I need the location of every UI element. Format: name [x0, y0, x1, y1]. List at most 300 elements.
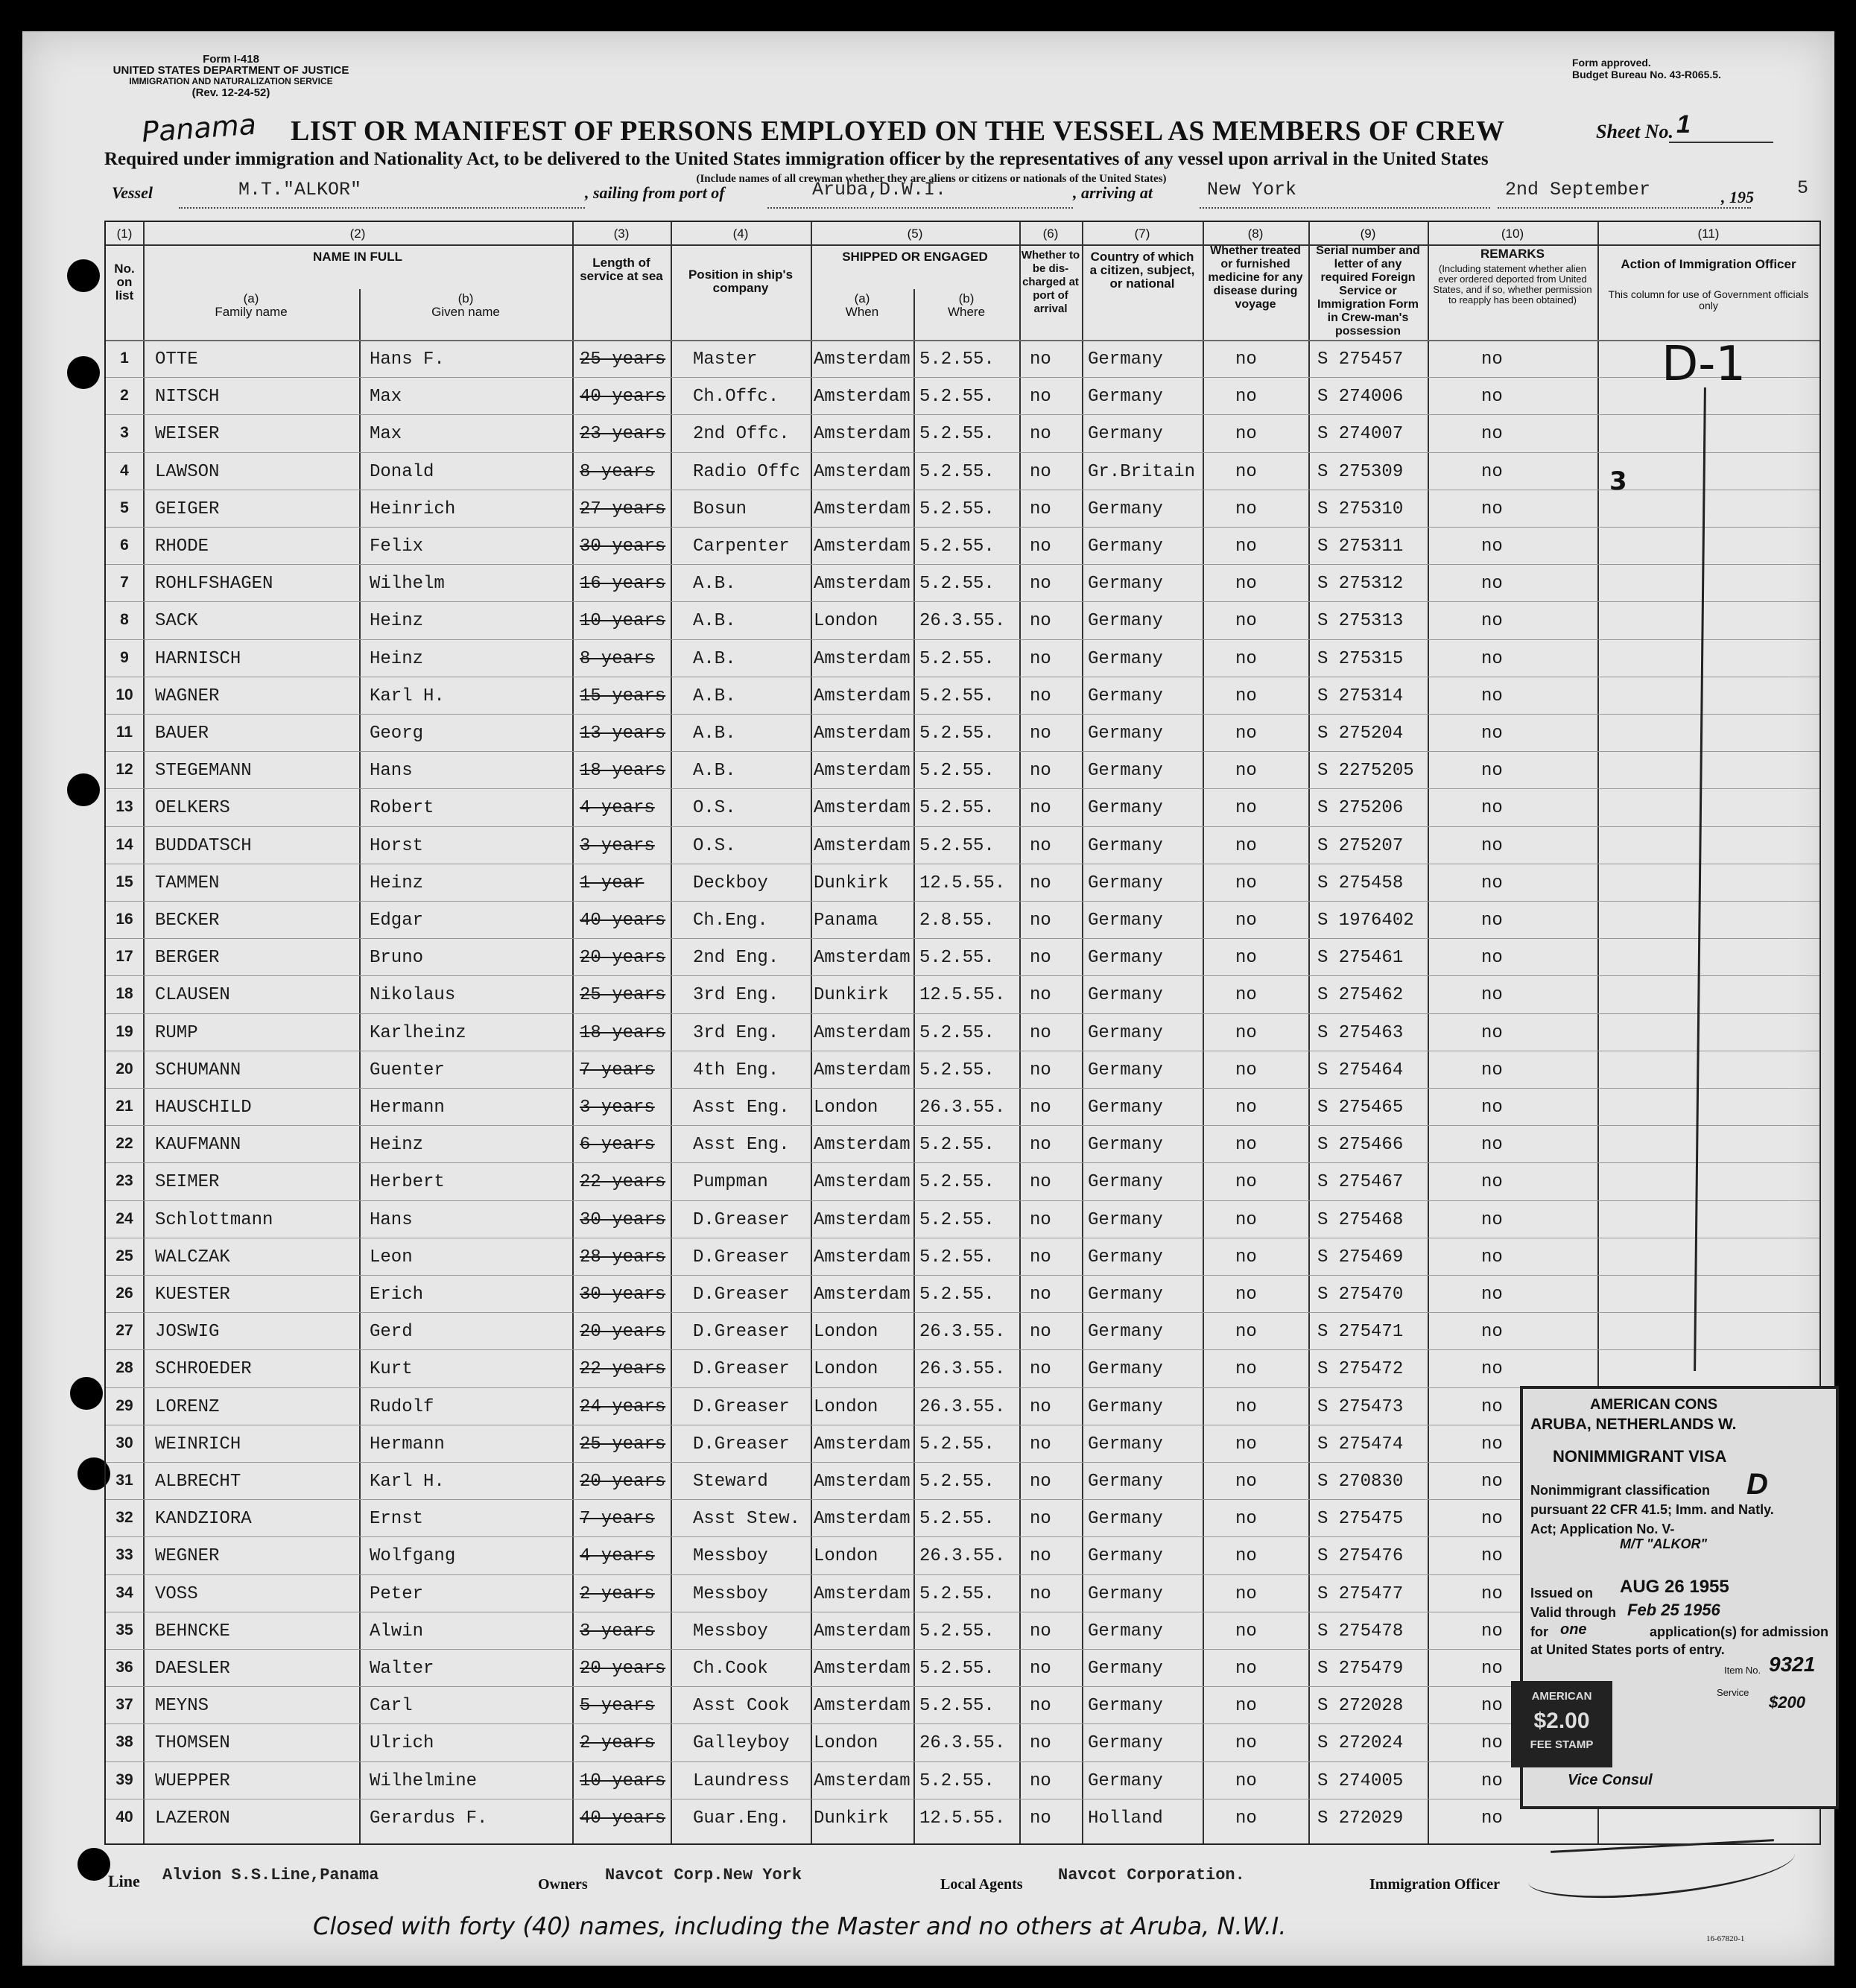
cell-serial: S 275468: [1317, 1209, 1404, 1230]
closing-statement: Closed with forty (40) names, including the Master and no others at Aruba, N.W.I.: [313, 1912, 1287, 1940]
cell-treated: no: [1235, 1434, 1257, 1454]
cell-disch: no: [1030, 686, 1051, 706]
cell-remarks: no: [1481, 424, 1503, 445]
cell-disch: no: [1030, 835, 1051, 856]
cell-no: 16: [115, 911, 133, 928]
cell-no: 6: [120, 536, 129, 554]
punch-hole: [77, 1848, 110, 1881]
cell-when: Amsterdam: [814, 724, 910, 744]
crew-table: (1) (2) (3) (4) (5) (6) (7) (8) (9) (10) (11) No. on list NAME IN FULL (a) Family name (b) Given name Length of service at sea Position in ship's company SHIPPED OR ENGAGED (a) When (b) Where Whether to be dis-charged at port of arrival Country of which a citizen, subject, or national Whether treated or furnished medicine for any disease during voyage Serial number and letter of any required Foreign Service or Immigration Form in Crew-man's possession REMARKS (Including statement whether alien ever ordered deported from United States, and if so, whether permission to reapply has been obtained) Action of Immigration Officer This column for use of Government officials only 1 OTTE Hans F. 25 years Master Amsterdam 5.2.55. no Germany no S 275457 no 2 NITSCH Max 40 years Ch.Offc. Amsterdam 5.2.55. no Germany no S 274006 no 3 WEISER Max 23 years 2nd Offc. Amsterdam 5.2.55. no Germany no S 274007 no 4 LAWSON Donald 8 years Radio Offc Amsterdam 5.2.55. no Gr.Britain no S 275309 no 5 GEIGER Heinrich 27 years Bosun Amsterdam 5.2.55. no Germany no S 275310 no 6 RHODE Felix 30 years Carpenter Amsterdam 5.2.55. no Germany no S 275311 no 7 ROHLFSHAGEN Wilhelm 16 years A.B. Amsterdam 5.2.55. no Germany no S 275312 no 8 SACK Heinz 10 years A.B. London 26.3.55. no Germany no S 275313 no 9 HARNISCH Heinz 8 years A.B. Amsterdam 5.2.55. no Germany no S 275315 no 10 WAGNER Karl H. 15 years A.B. Amsterdam 5.2.55. no Germany no S 275314 no 11 BAUER Georg 13 years A.B. Amsterdam 5.2.55. no Germany no S 275204 no 12 STEGEMANN Hans 18 years A.B. Amsterdam 5.2.55. no Germany no S 2275205 no 13 OELKERS Robert 4 years O.S. Amsterdam 5.2.55. no Germany no S 275206 no 14 BUDDATSCH Horst 3 years O.S. Amsterdam 5.2.55. no Germany no S 275207 no 15 TAMMEN Heinz 1 year Deckboy Dunkirk 12.5.55. no Germany no S 275458 no 16 BECKER Edgar 40 years Ch.Eng. Panama 2.8.55. no Germany no S 1976402 no 17 BERGER Bruno 20 years 2nd Eng. Amsterdam 5.2.55. no Germany no S 275461 no 18 CLAUSEN Nikolaus 25 years 3rd Eng. Dunkirk 12.5.55. no Germany no S 275462 no 19 RUMP Karlheinz 18 years 3rd Eng. Amsterdam 5.2.55. no Germany no S 275463 no 20 SCHUMANN Guenter 7 years 4th Eng. Amsterdam 5.2.55. no Germany no S 275464 no 21 HAUSCHILD Hermann 3 years Asst Eng. London 26.3.55. no Germany no S 275465 no 22 KAUFMANN Heinz 6 years Asst Eng. Amsterdam 5.2.55. no Germany no S 275466 no 23 SEIMER Herbert 22 years Pumpman Amsterdam 5.2.55. no Germany no S 275467 no 24 Schlottmann Hans 30 years D.Greaser Amsterdam 5.2.55. no Germany no S 275468 no 25 WALCZAK Leon 28 years D.Greaser Amsterdam 5.2.55. no Germany no S 275469 no 26 KUESTER Erich 30 years D.Greaser Amsterdam 5.2.55. no Germany no S 275470 no 27 JOSWIG Gerd 20 years D.Greaser London 26.3.55. no Germany no S 275471 no 28 SCHROEDER Kurt 22 years D.Greaser London 26.3.55. no Germany no S 275472 no 29 LORENZ Rudolf 24 years D.Greaser London 26.3.55. no Germany no S 275473 no 30 WEINRICH Hermann 25 years D.Greaser Amsterdam 5.2.55. no Germany no S 275474 no 31 ALBRECHT Karl H. 20 years Steward Amsterdam 5.2.55. no Germany no S 270830 no 32 KANDZIORA Ernst 7 years Asst Stew. Amsterdam 5.2.55. no Germany no S 275475 no 33 WEGNER Wolfgang 4 years Messboy London 26.3.55. no Germany no S 275476 no 34 VOSS Peter 2 years Messboy Amsterdam 5.2.55. no Germany no S 275477 no 35 BEHNCKE Alwin 3 years Messboy Amsterdam 5.2.55. no Germany no S 275478 no 36 DAESLER Walter 20 years Ch.Cook Amsterdam 5.2.55. no Germany no S 275479 no 37 MEYNS Carl 5 years Asst Cook Amsterdam 5.2.55. no Germany no S 272028 no 38 THOMSEN Ulrich 2 years Galleyboy London 26.3.55. no Germany no S 272024 no 39 WUEPPER Wilhelmine 10 years Laundress Amsterdam 5.2.55. no Germany no S 274005 no 40 LAZERON Gerardus F. 40 years Guar.Eng. Dunkirk 12.5.55. no Holland no S 272029 no: [104, 221, 1821, 1845]
cell-length: 4 years: [580, 1546, 655, 1567]
cell-given: Peter: [370, 1583, 424, 1604]
cell-where: 5.2.55.: [919, 798, 995, 819]
cell-no: 25: [115, 1247, 133, 1264]
cell-disch: no: [1030, 1060, 1051, 1080]
cell-length: 20 years: [580, 1472, 666, 1492]
table-row: [106, 826, 1819, 864]
cell-length: 40 years: [580, 1808, 666, 1829]
cell-treated: no: [1235, 873, 1257, 893]
cell-where: 5.2.55.: [919, 1022, 995, 1043]
cell-family: TAMMEN: [155, 873, 220, 893]
cell-remarks: no: [1481, 498, 1503, 519]
cell-treated: no: [1235, 1135, 1257, 1156]
cell-no: 32: [115, 1509, 133, 1527]
cell-no: 35: [115, 1621, 133, 1639]
cell-serial: S 275473: [1317, 1396, 1404, 1417]
cell-treated: no: [1235, 1733, 1257, 1754]
cell-country: Germany: [1088, 835, 1163, 856]
cell-country: Germany: [1088, 761, 1163, 782]
cell-given: Karl H.: [370, 686, 445, 706]
cell-given: Bruno: [370, 948, 424, 969]
cell-when: Panama: [814, 911, 878, 931]
cell-disch: no: [1030, 1808, 1051, 1829]
cell-length: 30 years: [580, 1285, 666, 1305]
cell-family: GEIGER: [155, 498, 220, 519]
cell-position: Ch.Offc.: [693, 387, 779, 408]
table-row: [106, 1200, 1819, 1238]
cell-position: Pumpman: [693, 1172, 768, 1193]
handwritten-3: 3: [1609, 466, 1627, 496]
cell-where: 5.2.55.: [919, 686, 995, 706]
cell-position: D.Greaser: [693, 1247, 790, 1267]
cell-position: Ch.Eng.: [693, 911, 768, 931]
cell-remarks: no: [1481, 948, 1503, 969]
cell-family: THOMSEN: [155, 1733, 230, 1754]
table-row: [106, 1125, 1819, 1163]
cell-position: 3rd Eng.: [693, 1022, 779, 1043]
cell-serial: S 275207: [1317, 835, 1404, 856]
cell-family: OELKERS: [155, 798, 230, 819]
cell-treated: no: [1235, 1172, 1257, 1193]
cell-given: Heinz: [370, 1135, 424, 1156]
cell-length: 25 years: [580, 985, 666, 1006]
cell-position: Messboy: [693, 1546, 768, 1567]
cell-treated: no: [1235, 761, 1257, 782]
cell-position: Deckboy: [693, 873, 768, 893]
cell-when: London: [814, 1322, 878, 1343]
cell-length: 8 years: [580, 461, 655, 482]
cell-length: 25 years: [580, 1434, 666, 1454]
cell-where: 5.2.55.: [919, 1621, 995, 1642]
table-row: [106, 1312, 1819, 1350]
table-row: [106, 788, 1819, 826]
table-row: [106, 751, 1819, 789]
cell-disch: no: [1030, 1209, 1051, 1230]
cell-where: 5.2.55.: [919, 724, 995, 744]
sheet-label: Sheet No.: [1596, 121, 1673, 142]
form-issuer: [82, 54, 380, 98]
cell-where: 12.5.55.: [919, 985, 1006, 1006]
cell-no: 28: [115, 1359, 133, 1377]
table-row: [106, 527, 1819, 565]
cell-disch: no: [1030, 798, 1051, 819]
cell-no: 14: [115, 835, 133, 853]
header-shipped: SHIPPED OR ENGAGED: [842, 250, 988, 264]
cell-serial: S 275471: [1317, 1322, 1404, 1343]
cell-length: 20 years: [580, 1659, 666, 1679]
cell-family: WALCZAK: [155, 1247, 230, 1267]
cell-serial: S 272028: [1317, 1696, 1404, 1717]
cell-remarks: no: [1481, 911, 1503, 931]
cell-when: Amsterdam: [814, 536, 910, 557]
cell-treated: no: [1235, 1359, 1257, 1380]
cell-given: Robert: [370, 798, 434, 819]
cell-position: A.B.: [693, 648, 736, 669]
cell-serial: S 275458: [1317, 873, 1404, 893]
cell-remarks: no: [1481, 686, 1503, 706]
cell-country: Germany: [1088, 611, 1163, 632]
cell-treated: no: [1235, 1770, 1257, 1791]
cell-given: Heinrich: [370, 498, 456, 519]
cell-family: LAZERON: [155, 1808, 230, 1829]
cell-given: Ulrich: [370, 1733, 434, 1754]
cell-country: Germany: [1088, 648, 1163, 669]
cell-serial: S 275314: [1317, 686, 1404, 706]
cell-country: Germany: [1088, 1621, 1163, 1642]
cell-no: 23: [115, 1172, 133, 1190]
cell-country: Germany: [1088, 985, 1163, 1006]
cell-when: Amsterdam: [814, 1022, 910, 1043]
cell-no: 19: [115, 1022, 133, 1040]
punch-hole: [67, 773, 100, 806]
cell-serial: S 275470: [1317, 1285, 1404, 1305]
cell-disch: no: [1030, 536, 1051, 557]
cell-treated: no: [1235, 798, 1257, 819]
table-row: [106, 1238, 1819, 1276]
cell-position: O.S.: [693, 835, 736, 856]
cell-position: A.B.: [693, 761, 736, 782]
cell-serial: S 275474: [1317, 1434, 1404, 1454]
cell-position: Asst Stew.: [693, 1509, 801, 1530]
cell-where: 5.2.55.: [919, 424, 995, 445]
cell-position: A.B.: [693, 686, 736, 706]
arrival-date: 2nd September: [1505, 179, 1651, 200]
header-action-note: This column for use of Government officials only: [1608, 288, 1809, 311]
cell-country: Germany: [1088, 1098, 1163, 1118]
cell-where: 5.2.55.: [919, 349, 995, 370]
cell-position: Guar.Eng.: [693, 1808, 790, 1829]
cell-country: Germany: [1088, 948, 1163, 969]
cell-country: Holland: [1088, 1808, 1163, 1829]
cell-given: Alwin: [370, 1621, 424, 1642]
cell-position: D.Greaser: [693, 1322, 790, 1343]
cell-treated: no: [1235, 1322, 1257, 1343]
cell-length: 20 years: [580, 948, 666, 969]
form-number: Form I-418: [203, 53, 259, 66]
cell-when: Dunkirk: [814, 873, 889, 893]
cell-given: Heinz: [370, 611, 424, 632]
cell-where: 26.3.55.: [919, 1396, 1006, 1417]
cell-family: WEISER: [155, 424, 220, 445]
port-of-sailing: Aruba,D.W.I.: [812, 179, 947, 200]
cell-when: Amsterdam: [814, 349, 910, 370]
cell-no: 13: [115, 798, 133, 816]
cell-treated: no: [1235, 1659, 1257, 1679]
cell-disch: no: [1030, 1770, 1051, 1791]
cell-treated: no: [1235, 1396, 1257, 1417]
cell-serial: S 274006: [1317, 387, 1404, 408]
cell-serial: S 275472: [1317, 1359, 1404, 1380]
cell-where: 5.2.55.: [919, 1135, 995, 1156]
cell-family: HAUSCHILD: [155, 1098, 252, 1118]
table-row: [106, 601, 1819, 639]
cell-when: Amsterdam: [814, 574, 910, 595]
cell-no: 5: [120, 498, 129, 516]
cell-given: Hans: [370, 761, 413, 782]
cell-treated: no: [1235, 1060, 1257, 1080]
cell-country: Germany: [1088, 911, 1163, 931]
cell-when: London: [814, 1098, 878, 1118]
cell-where: 5.2.55.: [919, 1172, 995, 1193]
cell-country: Germany: [1088, 1359, 1163, 1380]
cell-country: Germany: [1088, 1022, 1163, 1043]
cell-where: 5.2.55.: [919, 574, 995, 595]
cell-where: 5.2.55.: [919, 1060, 995, 1080]
handwritten-d1: D-1: [1662, 337, 1746, 392]
cell-where: 5.2.55.: [919, 1472, 995, 1492]
visa-stamp: AMERICAN CONS ARUBA, NETHERLANDS W. NONIMMIGRANT VISA Nonimmigrant classification D pursuant 22 CFR 41.5; Imm. and Natly. Act; Application No. V- M/T "ALKOR" Issued on AUG 26 1955 Valid through Feb 25 1956 for one application(s) for admission at United States ports of entry. Item No. 9321 Service $200 Vice Consul: [1520, 1386, 1839, 1809]
cell-where: 2.8.55.: [919, 911, 995, 931]
cell-given: Max: [370, 424, 402, 445]
cell-disch: no: [1030, 611, 1051, 632]
form-approval: [1572, 57, 1788, 80]
sheet-underline: [1669, 142, 1773, 143]
cell-serial: S 275479: [1317, 1659, 1404, 1679]
cell-serial: S 275310: [1317, 498, 1404, 519]
cell-treated: no: [1235, 1509, 1257, 1530]
header-action: Action of Immigration Officer: [1621, 257, 1796, 271]
cell-position: D.Greaser: [693, 1209, 790, 1230]
cell-remarks: no: [1481, 1247, 1503, 1267]
cell-no: 31: [115, 1472, 133, 1489]
cell-when: Amsterdam: [814, 948, 910, 969]
cell-where: 26.3.55.: [919, 1359, 1006, 1380]
cell-disch: no: [1030, 349, 1051, 370]
cell-country: Germany: [1088, 1060, 1163, 1080]
cell-when: Amsterdam: [814, 798, 910, 819]
cell-family: MEYNS: [155, 1696, 209, 1717]
cell-family: HARNISCH: [155, 648, 241, 669]
cell-where: 5.2.55.: [919, 1583, 995, 1604]
cell-no: 17: [115, 948, 133, 966]
cell-family: ALBRECHT: [155, 1472, 241, 1492]
cell-remarks: no: [1481, 387, 1503, 408]
cell-family: KANDZIORA: [155, 1509, 252, 1530]
cell-position: D.Greaser: [693, 1285, 790, 1305]
cell-remarks: no: [1481, 1808, 1503, 1829]
cell-treated: no: [1235, 1098, 1257, 1118]
cell-length: 7 years: [580, 1509, 655, 1530]
cell-given: Felix: [370, 536, 424, 557]
cell-serial: S 275457: [1317, 349, 1404, 370]
cell-no: 15: [115, 873, 133, 890]
header-where: Where: [947, 305, 986, 319]
header-when: When: [845, 305, 879, 319]
cell-treated: no: [1235, 911, 1257, 931]
cell-when: Amsterdam: [814, 387, 910, 408]
cell-serial: S 275466: [1317, 1135, 1404, 1156]
table-row: [106, 901, 1819, 939]
cell-when: London: [814, 1546, 878, 1567]
cell-when: Amsterdam: [814, 1172, 910, 1193]
cell-country: Germany: [1088, 1472, 1163, 1492]
cell-country: Germany: [1088, 536, 1163, 557]
cell-disch: no: [1030, 1472, 1051, 1492]
cell-treated: no: [1235, 835, 1257, 856]
cell-no: 38: [115, 1733, 133, 1751]
cell-country: Germany: [1088, 1546, 1163, 1567]
cell-disch: no: [1030, 873, 1051, 893]
cell-treated: no: [1235, 1696, 1257, 1717]
cell-serial: S 275476: [1317, 1546, 1404, 1567]
cell-when: Amsterdam: [814, 1583, 910, 1604]
cell-position: Asst Cook: [693, 1696, 790, 1717]
fee-stamp: AMERICAN $2.00 FEE STAMP: [1511, 1681, 1612, 1767]
cell-position: Master: [693, 349, 758, 370]
cell-country: Germany: [1088, 724, 1163, 744]
cell-no: 33: [115, 1546, 133, 1564]
cell-given: Guenter: [370, 1060, 445, 1080]
cell-family: CLAUSEN: [155, 985, 230, 1006]
cell-no: 39: [115, 1770, 133, 1788]
cell-disch: no: [1030, 1434, 1051, 1454]
cell-treated: no: [1235, 1808, 1257, 1829]
cell-remarks: no: [1481, 1472, 1503, 1492]
cell-when: Amsterdam: [814, 1434, 910, 1454]
cell-serial: S 1976402: [1317, 911, 1414, 931]
cell-treated: no: [1235, 349, 1257, 370]
cell-no: 2: [120, 387, 129, 405]
cell-when: Amsterdam: [814, 761, 910, 782]
cell-when: Amsterdam: [814, 1659, 910, 1679]
cell-where: 5.2.55.: [919, 1209, 995, 1230]
cell-given: Walter: [370, 1659, 434, 1679]
cell-country: Germany: [1088, 574, 1163, 595]
cell-remarks: no: [1481, 873, 1503, 893]
cell-disch: no: [1030, 648, 1051, 669]
cell-country: Germany: [1088, 1247, 1163, 1267]
cell-remarks: no: [1481, 461, 1503, 482]
cell-length: 18 years: [580, 761, 666, 782]
cell-serial: S 275462: [1317, 985, 1404, 1006]
cell-treated: no: [1235, 686, 1257, 706]
cell-where: 5.2.55.: [919, 1285, 995, 1305]
cell-length: 23 years: [580, 424, 666, 445]
vessel-name: M.T."ALKOR": [238, 179, 362, 200]
cell-remarks: no: [1481, 1172, 1503, 1193]
header-remarks-note: (Including statement whether alien ever ordered deported from United States, and if so, whether permission to reapply has been obtained): [1433, 263, 1592, 306]
cell-disch: no: [1030, 498, 1051, 519]
cell-position: Messboy: [693, 1583, 768, 1604]
cell-length: 28 years: [580, 1247, 666, 1267]
cell-serial: S 2275205: [1317, 761, 1414, 782]
cell-no: 4: [120, 461, 129, 479]
table-row: [106, 377, 1819, 415]
owners-name: Navcot Corp.New York: [605, 1866, 802, 1884]
cell-no: 37: [115, 1696, 133, 1714]
cell-country: Germany: [1088, 686, 1163, 706]
header-length: Length of service at sea: [580, 256, 663, 283]
cell-when: Dunkirk: [814, 985, 889, 1006]
cell-country: Germany: [1088, 1733, 1163, 1754]
cell-given: Nikolaus: [370, 985, 456, 1006]
cell-family: LORENZ: [155, 1396, 220, 1417]
cell-disch: no: [1030, 1546, 1051, 1567]
cell-country: Germany: [1088, 873, 1163, 893]
table-row: [106, 1275, 1819, 1313]
cell-remarks: no: [1481, 611, 1503, 632]
cell-serial: S 272029: [1317, 1808, 1404, 1829]
cell-where: 5.2.55.: [919, 498, 995, 519]
cell-disch: no: [1030, 1583, 1051, 1604]
cell-where: 5.2.55.: [919, 835, 995, 856]
punch-hole: [70, 1377, 103, 1410]
approval-text: Form approved.: [1572, 57, 1651, 69]
cell-no: 30: [115, 1434, 133, 1452]
cell-when: London: [814, 1359, 878, 1380]
cell-no: 1: [120, 349, 129, 367]
cell-when: London: [814, 1733, 878, 1754]
cell-serial: S 275465: [1317, 1098, 1404, 1118]
header-no-on-list: No. on list: [114, 262, 135, 303]
cell-given: Gerd: [370, 1322, 413, 1343]
cell-serial: S 274005: [1317, 1770, 1404, 1791]
cell-position: Messboy: [693, 1621, 768, 1642]
cell-given: Wolfgang: [370, 1546, 456, 1567]
cell-length: 30 years: [580, 536, 666, 557]
cell-length: 40 years: [580, 387, 666, 408]
cell-country: Germany: [1088, 1285, 1163, 1305]
budget-text: Budget Bureau No. 43-R065.5.: [1572, 69, 1721, 80]
header-given-name: Given name: [431, 305, 500, 319]
cell-treated: no: [1235, 387, 1257, 408]
cell-serial: S 275469: [1317, 1247, 1404, 1267]
cell-where: 12.5.55.: [919, 1808, 1006, 1829]
cell-where: 26.3.55.: [919, 1733, 1006, 1754]
cell-when: Amsterdam: [814, 1247, 910, 1267]
cell-disch: no: [1030, 1396, 1051, 1417]
cell-treated: no: [1235, 1285, 1257, 1305]
cell-family: LAWSON: [155, 461, 220, 482]
cell-remarks: no: [1481, 1209, 1503, 1230]
cell-length: 5 years: [580, 1696, 655, 1717]
cell-disch: no: [1030, 1135, 1051, 1156]
cell-remarks: no: [1481, 1322, 1503, 1343]
cell-no: 26: [115, 1285, 133, 1302]
agents-name: Navcot Corporation.: [1058, 1866, 1245, 1884]
cell-remarks: no: [1481, 1396, 1503, 1417]
cell-position: D.Greaser: [693, 1434, 790, 1454]
cell-remarks: no: [1481, 1659, 1503, 1679]
table-row: [106, 1013, 1819, 1051]
cell-when: Amsterdam: [814, 1060, 910, 1080]
year-suffix: 5: [1797, 177, 1809, 199]
cell-where: 12.5.55.: [919, 873, 1006, 893]
table-row: [106, 1088, 1819, 1126]
cell-remarks: no: [1481, 1434, 1503, 1454]
cell-when: Amsterdam: [814, 1209, 910, 1230]
cell-country: Germany: [1088, 798, 1163, 819]
cell-where: 5.2.55.: [919, 648, 995, 669]
cell-position: D.Greaser: [693, 1359, 790, 1380]
form-code: 16-67820-1: [1706, 1934, 1745, 1943]
cell-length: 15 years: [580, 686, 666, 706]
cell-length: 22 years: [580, 1172, 666, 1193]
table-row: [106, 864, 1819, 902]
cell-treated: no: [1235, 948, 1257, 969]
cell-given: Kurt: [370, 1359, 413, 1380]
